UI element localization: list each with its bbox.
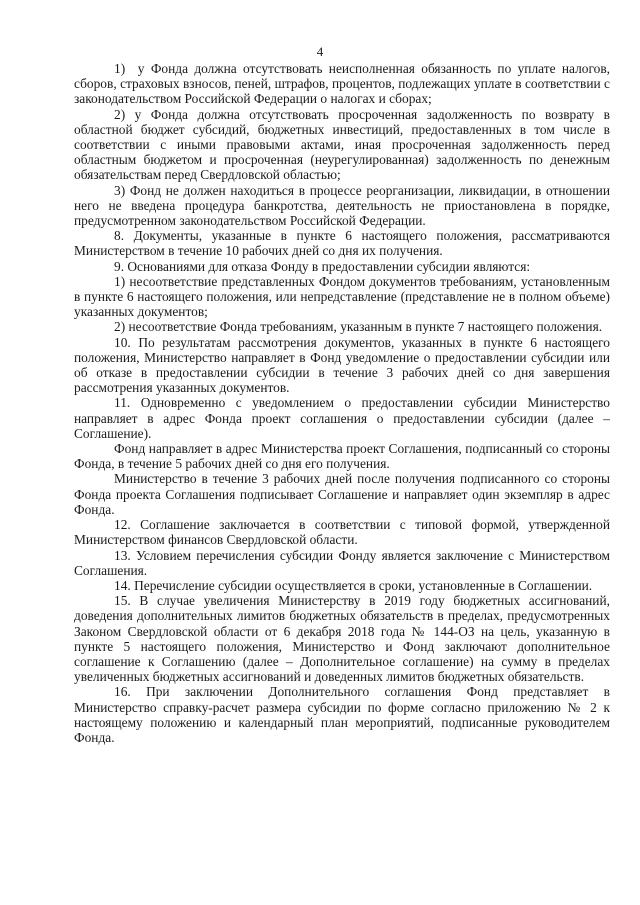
- paragraph-7: 2) несоответствие Фонда требованиям, указанным в пункте 7 настоящего положения.: [114, 319, 603, 335]
- paragraph-14: 14. Перечисление субсидии осуществляется в сроки, установленные в Соглашении.: [114, 577, 593, 593]
- paragraph-4: 8. Документы, указанные в пункте 6 настоящего положения, рассматриваются Министерством в течение 10 рабочих дней со дня их получения.: [74, 228, 610, 259]
- paragraph-3: 3) Фонд не должен находиться в процессе реорганизации, ликвидации, в отношении него не введена процедура банкротства, деятельность не приостановлена в порядке, предусмотренном законодательством Российской Федерации.: [74, 182, 610, 229]
- paragraph-12: 12. Соглашение заключается в соответствии с типовой формой, утвержденной Министерством финансов Свердловской области.: [74, 517, 610, 548]
- paragraph-9: 11. Одновременно с уведомлением о предоставлении субсидии Министерство направляет в адрес Фонда проект соглашения о предоставлении субсидии (далее – Соглашение).: [74, 395, 610, 441]
- paragraph-8: 10. По результатам рассмотрения документов, указанных в пункте 6 настоящего положения, Министерство направляет в Фонд уведомление о предоставлении субсидии или об отказе в предоставлении субсидии в течение 3 рабочих дней со дня завершения рассмотрения указанных документов.: [74, 334, 610, 396]
- paragraph-15: 15. В случае увеличения Министерству в 2019 году бюджетных ассигнований, доведения дополнительных лимитов бюджетных обязательств в пределах, предусмотренных Законом Свердловской области от 6 декабря 2018 года № 144-ОЗ на цель, указанную в пункте 5 настоящего положения, Министерство и Фонд заключают дополнительное соглашение к Соглашению (далее – Дополнительное соглашение) на сумму в пределах увеличенных бюджетных ассигнований и доведенных лимитов бюджетных обязательств.: [74, 593, 610, 685]
- paragraph-16: 16. При заключении Дополнительного соглашения Фонд представляет в Министерство справку-расчет размера субсидии по форме согласно приложению № 2 к настоящему положению и календарный план мероприятий, подписанные руководителем Фонда.: [74, 684, 610, 745]
- page-number: 4: [316, 44, 324, 59]
- paragraph-2: 2) у Фонда должна отсутствовать просроченная задолженность по возврату в областной бюджет субсидий, бюджетных инвестиций, предоставленных в том числе в соответствии с иными правовыми актами, иная просроченная задолженность перед областным бюджетом и просроченная (неурегулированная) задолженность по денежным обязательствам перед Свердловской областью;: [74, 106, 610, 183]
- paragraph-5: 9. Основаниями для отказа Фонду в предоставлении субсидии являются:: [114, 258, 531, 274]
- paragraph-1: 1) у Фонда должна отсутствовать неисполненная обязанность по уплате налогов, сборов, страховых взносов, пеней, штрафов, процентов, подлежащих уплате в соответствии с законодательством Российской Федерации о налогах и сборах;: [74, 61, 610, 107]
- document-body: [74, 61, 610, 745]
- paragraph-11: Министерство в течение 3 рабочих дней после получения подписанного со стороны Фонда проекта Соглашения подписывает Соглашение и направляет один экземпляр в адрес Фонда.: [74, 471, 610, 517]
- paragraph-6: 1) несоответствие представленных Фондом документов требованиям, установленным в пункте 6 настоящего положения, или непредставление (представление не в полном объеме) указанных документов;: [74, 273, 610, 320]
- paragraph-13: 13. Условием перечисления субсидии Фонду является заключение с Министерством Соглашения.: [74, 547, 610, 578]
- paragraph-10: Фонд направляет в адрес Министерства проект Соглашения, подписанный со стороны Фонда, в течение 5 рабочих дней со дня его получения.: [74, 441, 610, 472]
